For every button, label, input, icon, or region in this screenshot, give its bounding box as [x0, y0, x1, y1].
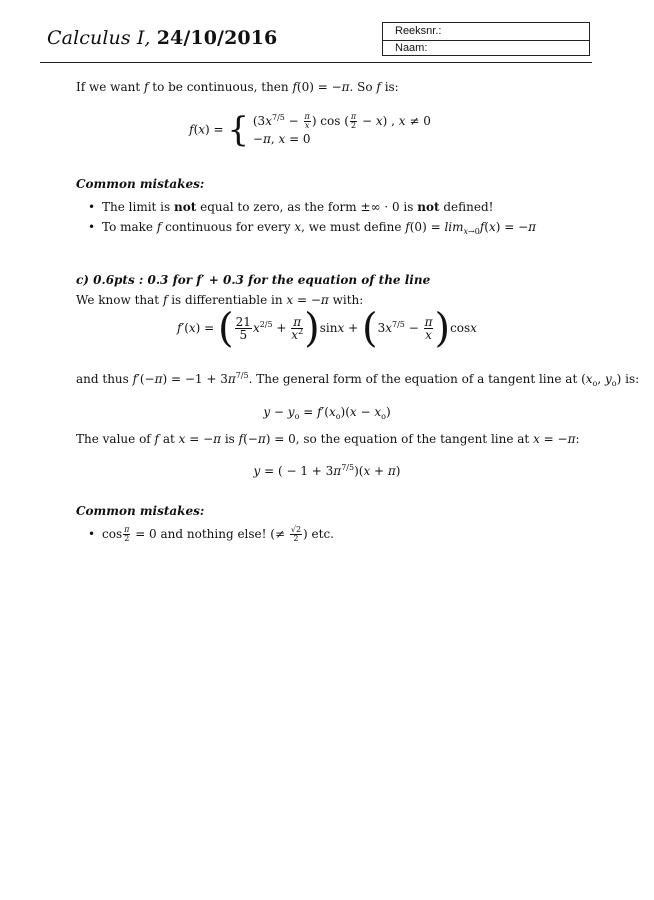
- exam-date: 24/10/2016: [156, 27, 278, 49]
- part-c-heading: c) 0.6pts : 0.3 for f′ + 0.3 for the equation of the line: [76, 273, 431, 287]
- header-rule: [40, 62, 592, 63]
- course-title: Calculus I,: [47, 27, 151, 49]
- name-box-divider: [383, 40, 589, 41]
- mistakes-heading-1: Common mistakes:: [76, 177, 205, 191]
- mistake-item-1: • The limit is not equal to zero, as the form ±∞ · 0 is not defined!: [88, 200, 494, 214]
- mistakes-heading-2: Common mistakes:: [76, 504, 205, 518]
- derivative-formula: f′(x) = ( $\frac{21}{5}$ $x^{2/5}$ + $\frac{\pi}{x^2}$ )$\sin x + (3x^{7/5}$ − $\frac{\pi}{x}$ )cosx: [177, 305, 477, 352]
- piecewise-definition: f(x) = { ($3x^{7/5}$ − $\frac{\pi}{x}$ ) cos ( $\frac{\pi}{2}$ − x) , x ≠ 0 −π, x = 0: [189, 110, 431, 150]
- mistake-item-2: • To make f continuous for every x, we must define $f(0) = \lim_{x\to 0}f(x) = -\pi$: [88, 220, 537, 236]
- name-label: Naam:: [395, 42, 428, 54]
- part-c-intro: We know that f is differentiable in x = −π with:: [76, 293, 364, 307]
- mistake-item-3: • cos $\frac{\pi}{2}$ = 0 and nothing else! (≠ $\frac{√2}{2}$ ) etc.: [88, 525, 334, 543]
- derivative-at-point-text: and thus $f'(-\pi) = -1 + 3\pi^{7/5}$. The general form of the equation of a tangent line at ($x_o$, $y_o$) is:: [76, 371, 640, 388]
- name-box: [382, 22, 590, 56]
- tangent-line-general: $y - y_o = f'(x_o)(x - x_o)$: [263, 405, 391, 421]
- tangent-line-specific: y = ( − $1 + 3\pi^{7/5})(x + \pi)$: [253, 463, 401, 478]
- continuity-intro: If we want f to be continuous, then f(0) = −π. So f is:: [76, 80, 399, 94]
- function-value-text: The value of f at x = −π is f(−π) = 0, so the equation of the tangent line at x = −π:: [76, 432, 580, 446]
- page-header-title: [47, 27, 277, 49]
- series-number-label: Reeksnr.:: [395, 25, 442, 37]
